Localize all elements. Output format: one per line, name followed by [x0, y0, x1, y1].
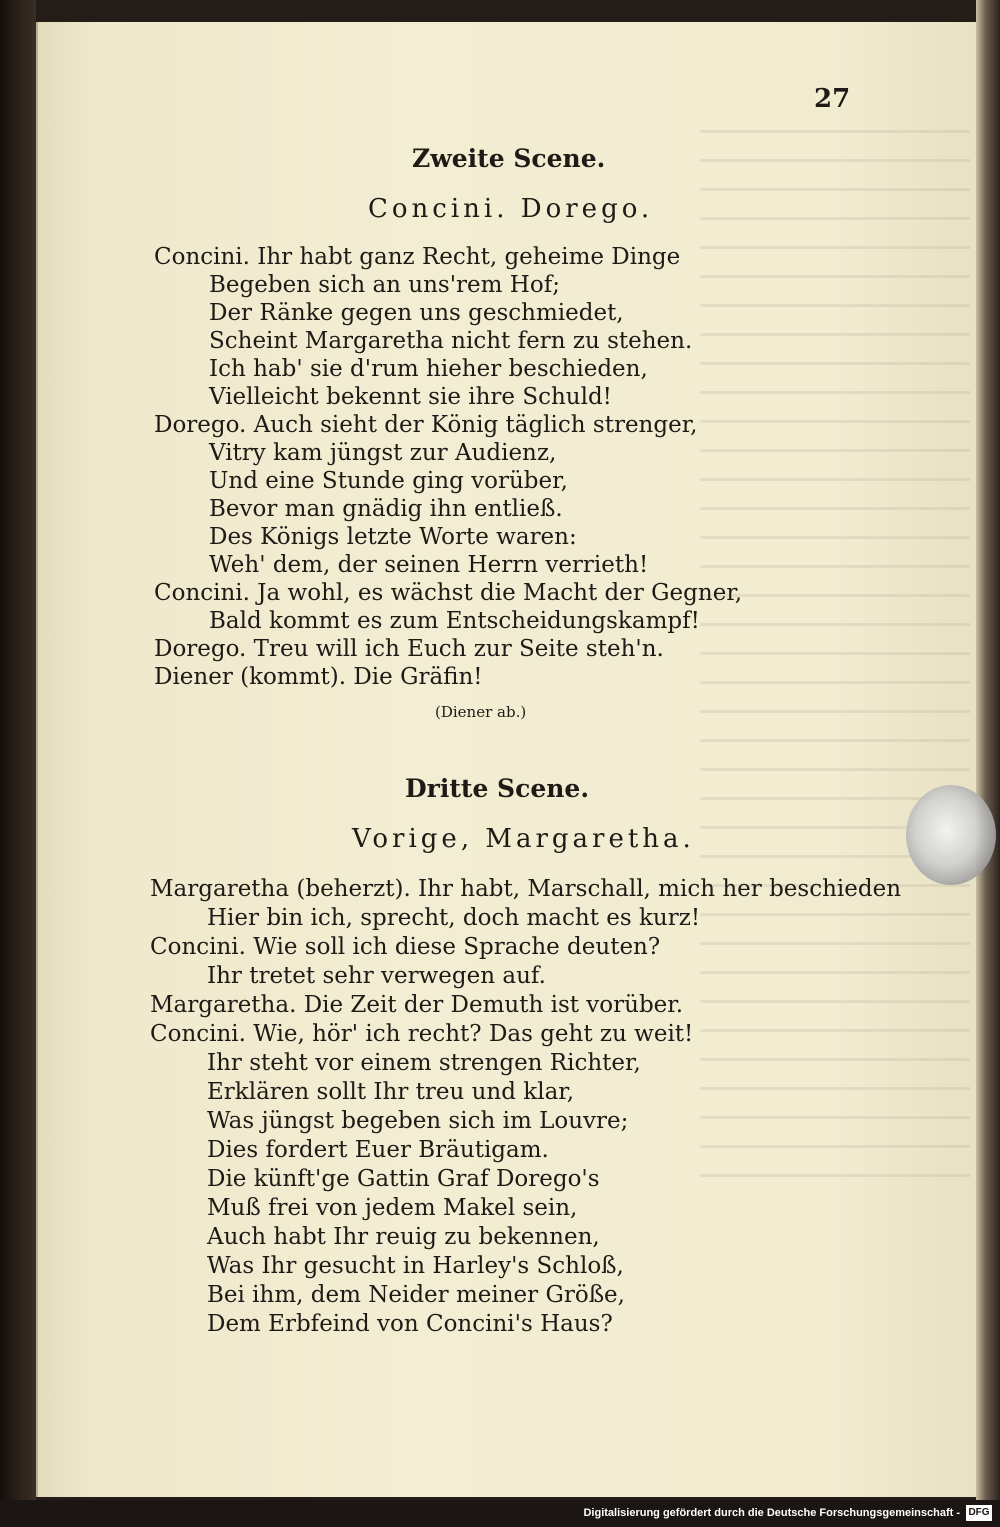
dfg-logo: DFG	[966, 1505, 992, 1521]
page-edge	[976, 0, 1000, 1500]
verse-line: Concini. Ihr habt ganz Recht, geheime Dinge	[154, 244, 681, 270]
cast-list: Vorige, Margaretha.	[352, 824, 695, 854]
verse-line: Concini. Wie, hör' ich recht? Das geht zu weit!	[150, 1021, 694, 1047]
verse-line: Der Ränke gegen uns geschmiedet,	[209, 300, 624, 326]
verse-line: Ich hab' sie d'rum hieher beschieden,	[209, 356, 648, 382]
verse-line: Diener (kommt). Die Gräfin!	[154, 664, 483, 690]
verse-line: Scheint Margaretha nicht fern zu stehen.	[209, 328, 693, 354]
scene-title: Zweite Scene.	[412, 144, 606, 173]
verse-line: Auch habt Ihr reuig zu bekennen,	[207, 1224, 600, 1250]
stage-direction: (Diener ab.)	[435, 703, 527, 721]
verse-line: Concini. Wie soll ich diese Sprache deuten?	[150, 934, 661, 960]
verse-line: Dorego. Auch sieht der König täglich strenger,	[154, 412, 698, 438]
verse-line: Dem Erbfeind von Concini's Haus?	[207, 1311, 613, 1337]
verse-line: Ihr tretet sehr verwegen auf.	[207, 963, 546, 989]
verse-line: Hier bin ich, sprecht, doch macht es kurz!	[207, 905, 701, 931]
verse-line: Was jüngst begeben sich im Louvre;	[207, 1108, 629, 1134]
funding-notice: Digitalisierung gefördert durch die Deutsche Forschungsgemeinschaft -	[583, 1507, 960, 1519]
verse-line: Die künft'ge Gattin Graf Dorego's	[207, 1166, 600, 1192]
verse-line: Vitry kam jüngst zur Audienz,	[209, 440, 557, 466]
verse-line: Muß frei von jedem Makel sein,	[207, 1195, 578, 1221]
scene-title: Dritte Scene.	[405, 774, 590, 803]
verse-line: Dorego. Treu will ich Euch zur Seite steh'n.	[154, 636, 664, 662]
verse-line: Begeben sich an uns'rem Hof;	[209, 272, 560, 298]
verse-line: Concini. Ja wohl, es wächst die Macht der Gegner,	[154, 580, 743, 606]
verse-line: Bevor man gnädig ihn entließ.	[209, 496, 563, 522]
verse-line: Margaretha (beherzt). Ihr habt, Marschall, mich her beschieden	[150, 876, 902, 902]
verse-line: Bei ihm, dem Neider meiner Größe,	[207, 1282, 625, 1308]
verse-line: Des Königs letzte Worte waren:	[209, 524, 577, 550]
verse-line: Margaretha. Die Zeit der Demuth ist vorüber.	[150, 992, 684, 1018]
book-spine	[0, 0, 36, 1500]
footer-bar	[0, 1500, 1000, 1527]
page-clip	[906, 785, 996, 885]
page-number: 27	[814, 84, 851, 114]
verse-line: Erklären sollt Ihr treu und klar,	[207, 1079, 575, 1105]
verse-line: Weh' dem, der seinen Herrn verrieth!	[209, 552, 649, 578]
verse-line: Ihr steht vor einem strengen Richter,	[207, 1050, 641, 1076]
cast-list: Concini. Dorego.	[368, 194, 654, 224]
verse-line: Und eine Stunde ging vorüber,	[209, 468, 568, 494]
verse-line: Dies fordert Euer Bräutigam.	[207, 1137, 549, 1163]
verse-line: Was Ihr gesucht in Harley's Schloß,	[207, 1253, 624, 1279]
bleed-through-text	[700, 130, 970, 1190]
verse-line: Bald kommt es zum Entscheidungskampf!	[209, 608, 700, 634]
verse-line: Vielleicht bekennt sie ihre Schuld!	[209, 384, 612, 410]
